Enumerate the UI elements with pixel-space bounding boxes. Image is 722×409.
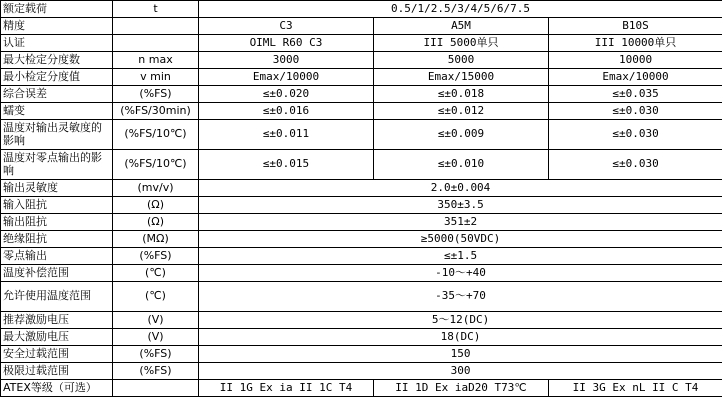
row-unit: (Ω) bbox=[113, 214, 199, 231]
row-value-0: 3000 bbox=[199, 52, 374, 69]
row-value-1: 5000 bbox=[374, 52, 549, 69]
row-value-2: ≤±0.030 bbox=[549, 120, 722, 150]
row-value-2: ≤±0.030 bbox=[549, 103, 722, 120]
table-row bbox=[1, 214, 722, 231]
row-label: 输出阻抗 bbox=[1, 214, 113, 231]
row-value-1: ≤±0.012 bbox=[374, 103, 549, 120]
row-value-0: ≤±0.015 bbox=[199, 150, 374, 180]
row-value-merged: 300 bbox=[199, 363, 722, 380]
row-value-merged: 0.5/1/2.5/3/4/5/6/7.5 bbox=[199, 1, 722, 18]
row-value-1: Emax/15000 bbox=[374, 69, 549, 86]
table-row bbox=[1, 18, 722, 35]
row-value-merged: 150 bbox=[199, 346, 722, 363]
specification-table-body bbox=[1, 1, 722, 397]
row-unit bbox=[113, 18, 199, 35]
row-value-0: ≤±0.016 bbox=[199, 103, 374, 120]
row-label: 最大激励电压 bbox=[1, 329, 113, 346]
row-unit: v min bbox=[113, 69, 199, 86]
row-label: 绝缘阻抗 bbox=[1, 231, 113, 248]
row-label: 最大检定分度数 bbox=[1, 52, 113, 69]
row-value-2: III 10000单只 bbox=[549, 35, 722, 52]
row-value-merged: ≤±1.5 bbox=[199, 248, 722, 265]
row-value-merged: 350±3.5 bbox=[199, 197, 722, 214]
row-value-1: ≤±0.018 bbox=[374, 86, 549, 103]
row-unit: (%FS) bbox=[113, 363, 199, 380]
row-label: 认证 bbox=[1, 35, 113, 52]
row-unit: (mv/v) bbox=[113, 180, 199, 197]
row-value-merged: 18(DC) bbox=[199, 329, 722, 346]
table-row bbox=[1, 346, 722, 363]
row-unit: (V) bbox=[113, 329, 199, 346]
row-value-1: ≤±0.009 bbox=[374, 120, 549, 150]
row-unit: (%FS/30min) bbox=[113, 103, 199, 120]
row-unit: t bbox=[113, 1, 199, 18]
row-unit: (℃) bbox=[113, 265, 199, 282]
row-unit: (℃) bbox=[113, 282, 199, 312]
row-unit: (MΩ) bbox=[113, 231, 199, 248]
table-row bbox=[1, 150, 722, 180]
table-row bbox=[1, 380, 722, 397]
row-label: 安全过载范围 bbox=[1, 346, 113, 363]
row-value-2: II 3G Ex nL II C T4 bbox=[549, 380, 722, 397]
row-value-merged: ≥5000(50VDC) bbox=[199, 231, 722, 248]
table-row bbox=[1, 69, 722, 86]
row-label: ATEX等级（可选） bbox=[1, 380, 113, 397]
row-label: 极限过载范围 bbox=[1, 363, 113, 380]
row-value-1: II 1D Ex iaD20 T73℃ bbox=[374, 380, 549, 397]
row-value-0: ≤±0.011 bbox=[199, 120, 374, 150]
row-label: 蠕变 bbox=[1, 103, 113, 120]
row-label: 额定载荷 bbox=[1, 1, 113, 18]
table-row bbox=[1, 329, 722, 346]
table-row bbox=[1, 86, 722, 103]
table-row bbox=[1, 1, 722, 18]
row-value-0: Emax/10000 bbox=[199, 69, 374, 86]
row-value-2: 10000 bbox=[549, 52, 722, 69]
row-value-2: ≤±0.035 bbox=[549, 86, 722, 103]
row-unit: (%FS/10℃) bbox=[113, 120, 199, 150]
row-label: 精度 bbox=[1, 18, 113, 35]
row-value-0: C3 bbox=[199, 18, 374, 35]
row-label: 温度对零点输出的影响 bbox=[1, 150, 113, 180]
row-unit: (%FS) bbox=[113, 248, 199, 265]
row-unit: n max bbox=[113, 52, 199, 69]
table-row bbox=[1, 52, 722, 69]
row-value-1: A5M bbox=[374, 18, 549, 35]
row-value-0: ≤±0.020 bbox=[199, 86, 374, 103]
row-value-2: Emax/10000 bbox=[549, 69, 722, 86]
row-value-2: B10S bbox=[549, 18, 722, 35]
row-label: 温度补偿范围 bbox=[1, 265, 113, 282]
row-unit: (%FS/10℃) bbox=[113, 150, 199, 180]
table-row bbox=[1, 180, 722, 197]
row-value-2: ≤±0.030 bbox=[549, 150, 722, 180]
table-row bbox=[1, 120, 722, 150]
row-value-0: II 1G Ex ia II 1C T4 bbox=[199, 380, 374, 397]
row-value-1: ≤±0.010 bbox=[374, 150, 549, 180]
row-unit bbox=[113, 35, 199, 52]
row-value-merged: -35～+70 bbox=[199, 282, 722, 312]
row-value-merged: 351±2 bbox=[199, 214, 722, 231]
table-row bbox=[1, 248, 722, 265]
row-label: 综合误差 bbox=[1, 86, 113, 103]
row-label: 输出灵敏度 bbox=[1, 180, 113, 197]
row-value-merged: -10～+40 bbox=[199, 265, 722, 282]
table-row bbox=[1, 265, 722, 282]
table-row bbox=[1, 197, 722, 214]
row-value-merged: 2.0±0.004 bbox=[199, 180, 722, 197]
row-unit: (Ω) bbox=[113, 197, 199, 214]
row-value-0: OIML R60 C3 bbox=[199, 35, 374, 52]
row-label: 最小检定分度值 bbox=[1, 69, 113, 86]
row-label: 输入阻抗 bbox=[1, 197, 113, 214]
row-unit bbox=[113, 380, 199, 397]
row-unit: (%FS) bbox=[113, 346, 199, 363]
row-label: 零点输出 bbox=[1, 248, 113, 265]
row-value-1: III 5000单只 bbox=[374, 35, 549, 52]
row-label: 温度对输出灵敏度的影响 bbox=[1, 120, 113, 150]
table-row bbox=[1, 231, 722, 248]
row-value-merged: 5～12(DC) bbox=[199, 312, 722, 329]
table-row bbox=[1, 312, 722, 329]
row-label: 推荐激励电压 bbox=[1, 312, 113, 329]
row-unit: (%FS) bbox=[113, 86, 199, 103]
row-unit: (V) bbox=[113, 312, 199, 329]
table-row bbox=[1, 363, 722, 380]
row-label: 允许使用温度范围 bbox=[1, 282, 113, 312]
table-row bbox=[1, 103, 722, 120]
table-row bbox=[1, 282, 722, 312]
table-row bbox=[1, 35, 722, 52]
